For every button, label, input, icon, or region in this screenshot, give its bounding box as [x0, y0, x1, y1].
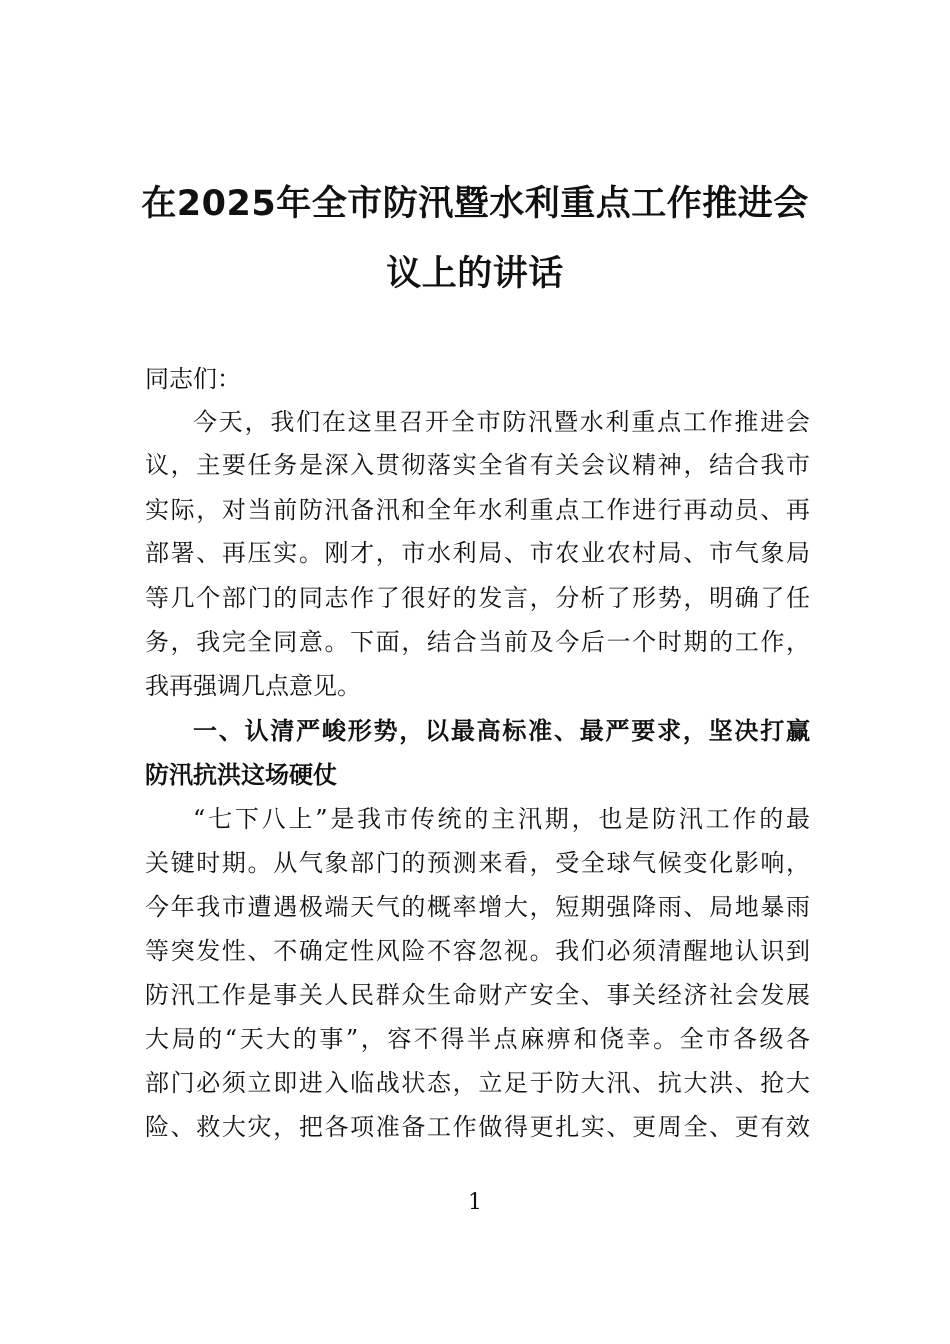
paragraph-2-line: 今年我市遭遇极端天气的概率增大，短期强降雨、局地暴雨 — [145, 893, 810, 921]
paragraph-1-line: 等几个部门的同志作了很好的发言，分析了形势，明确了任 — [145, 584, 810, 612]
paragraph-1-line: 实际，对当前防汛备汛和全年水利重点工作进行再动员、再 — [145, 496, 810, 524]
paragraph-2-line: 关键时期。从气象部门的预测来看，受全球气候变化影响， — [145, 849, 810, 877]
paragraph-1-line: 议，主要任务是深入贯彻落实全省有关会议精神，结合我市 — [145, 451, 810, 479]
paragraph-1-line: 我再强调几点意见。 — [145, 672, 361, 700]
paragraph-2-line: 防汛工作是事关人民群众生命财产安全、事关经济社会发展 — [145, 981, 810, 1009]
document-title-line-2: 议上的讲话 — [386, 254, 564, 294]
page-number: 1 — [468, 1190, 482, 1215]
paragraph-1-line: 今天，我们在这里召开全市防汛暨水利重点工作推进会 — [193, 408, 810, 436]
document-title-line-1: 在2025年全市防汛暨水利重点工作推进会 — [141, 184, 809, 224]
paragraph-2-line: 大局的“天大的事”，容不得半点麻痹和侥幸。全市各级各 — [145, 1025, 810, 1053]
section-heading-line: 防汛抗洪这场硬仗 — [145, 761, 337, 789]
paragraph-1-line: 务，我完全同意。下面，结合当前及今后一个时期的工作， — [145, 628, 810, 656]
paragraph-2-line: 部门必须立即进入临战状态，立足于防大汛、抗大洪、抢大 — [145, 1069, 810, 1097]
paragraph-1-line: 部署、再压实。刚才，市水利局、市农业农村局、市气象局 — [145, 539, 810, 567]
paragraph-2-line: 险、救大灾，把各项准备工作做得更扎实、更周全、更有效 — [145, 1113, 810, 1141]
paragraph-2-line: 等突发性、不确定性风险不容忽视。我们必须清醒地认识到 — [145, 937, 810, 965]
section-heading-line: 一、认清严峻形势，以最高标准、最严要求，坚决打赢 — [193, 717, 810, 745]
greeting: 同志们： — [145, 365, 241, 393]
paragraph-2-line: “七下八上”是我市传统的主汛期，也是防汛工作的最 — [193, 805, 810, 833]
